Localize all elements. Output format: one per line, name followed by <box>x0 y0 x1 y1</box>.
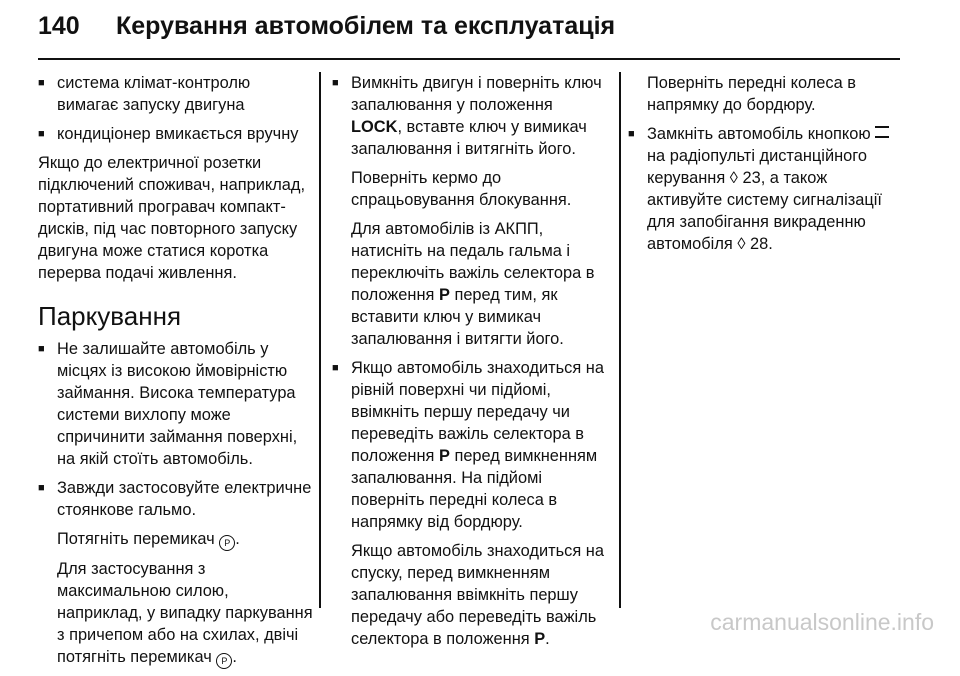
bullet-icon: ■ <box>628 128 635 140</box>
page-reference: 23 <box>742 169 761 187</box>
list-item: ■ Вимкніть двигун і поверніть ключ запалювання у положення LOCK, вставте ключ у вимикач запалювання і витягніть його. <box>332 74 602 158</box>
lock-button-icon <box>875 126 889 138</box>
bullet-icon: ■ <box>38 343 45 355</box>
bullet-icon: ■ <box>332 362 339 374</box>
page-reference: 28 <box>750 235 769 253</box>
watermark: carmanualsonline.info <box>710 609 934 635</box>
bullet-icon: ■ <box>38 482 45 494</box>
bullet-icon: ■ <box>38 128 45 140</box>
list-item: ■ Завжди застосовуйте електричне стоянкове гальмо. <box>38 479 312 519</box>
paragraph: Потягніть перемикач P . <box>57 528 313 551</box>
paragraph: Поверніть кермо до спрацьовування блокування. <box>351 169 572 209</box>
column-divider <box>319 72 321 608</box>
header-rule <box>38 58 900 60</box>
list-item: ■ Якщо автомобіль знаходиться на рівній поверхні чи підйомі, ввімкніть першу передачу чи переведіть важіль селектора в положення P перед вимкненням запалювання. На підйомі поверніть передні колеса в напрямку від бордюру. <box>332 359 604 531</box>
section-heading: Паркування <box>38 301 182 331</box>
paragraph: Якщо до електричної розетки підключений споживач, наприклад, портативний програвач компакт-дисків, під час повторного запуску двигуна може статися коротка перерва подачі живлення. <box>38 154 306 282</box>
paragraph: Якщо автомобіль знаходиться на спуску, перед вимкненням запалювання ввімкніть першу передачу або переведіть важіль селектора в положення P. <box>351 542 604 648</box>
page-header <box>38 12 615 41</box>
list-item: ■ Не залишайте автомобіль у місцях із високою ймовірністю займання. Висока температура системи вихлопу може спричинити займання поверхні, на якій стоїть автомобіль. <box>38 340 298 468</box>
bullet-icon: ■ <box>332 77 339 89</box>
cross-reference-icon: ◊ <box>737 235 746 253</box>
paragraph: Поверніть передні колеса в напрямку до бордюру. <box>647 74 856 114</box>
cross-reference-icon: ◊ <box>729 169 738 187</box>
chapter-title: Керування автомобілем та експлуатація <box>116 12 616 40</box>
column-divider <box>619 72 621 608</box>
paragraph: Для застосування з максимальною силою, наприклад, у випадку паркування з причепом або на схилах, двічі потягніть перемикач P . <box>57 558 313 669</box>
page-number: 140 <box>38 12 80 40</box>
column-2 <box>332 72 606 657</box>
bullet-icon: ■ <box>38 77 45 89</box>
column-3 <box>628 72 898 262</box>
paragraph: Для автомобілів із АКПП, натисніть на педаль гальма і переключіть важіль селектора в положення P перед тим, як вставити ключ у вимикач запалювання і витягти його. <box>351 220 595 348</box>
parking-brake-icon: P <box>216 653 232 669</box>
column-1 <box>38 72 313 676</box>
list-item: ■ Замкніть автомобіль кнопкою на радіопульті дистанційного керування ◊ 23, а також активуйте систему сигналізації для запобігання викраденню автомобіля ◊ 28. <box>628 123 898 255</box>
parking-brake-icon: P <box>219 535 235 551</box>
list-item: ■ система клімат-контролю вимагає запуску двигуна <box>38 74 251 114</box>
list-item: ■ кондиціонер вмикається вручну <box>38 125 299 143</box>
